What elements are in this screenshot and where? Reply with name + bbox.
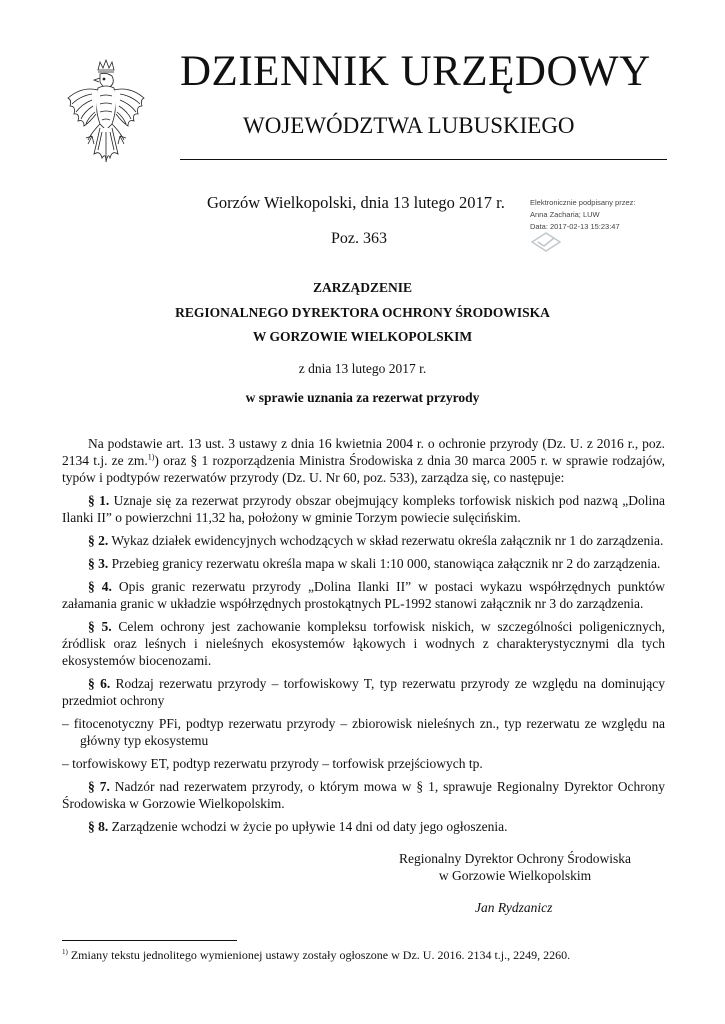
signer-block — [395, 850, 635, 884]
paragraph-2-text: Wykaz działek ewidencyjnych wchodzących w skład rezerwatu określa załącznik nr 1 do zarządzenia. — [108, 533, 664, 548]
signature-label: Elektronicznie podpisany przez: — [530, 198, 636, 207]
preamble-text-a: Na podstawie art. 13 ust. 3 ustawy z dnia 16 kwietnia 2004 r. o ochronie przyrody (Dz. U. z 2016 r., poz. 2134 t.j. ze zm. — [62, 436, 665, 468]
signature-signer: Anna Zacharia; LUW — [530, 210, 600, 219]
paragraph-8-text: Zarządzenie wchodzi w życie po upływie 14 dni od daty jego ogłoszenia. — [108, 819, 508, 834]
masthead-subtitle: WOJEWÓDZTWA LUBUSKIEGO — [243, 113, 575, 138]
footnote-marker: 1) — [62, 948, 68, 956]
preamble-text-b: ) oraz § 1 rozporządzenia Ministra Środowiska z dnia 30 marca 2005 r. w sprawie rodzajów, typów i podtypów rezerwatów przyrody (Dz. U. Nr 60, poz. 533), zarządza się, co następuje: — [62, 453, 665, 485]
footnote-reference: 1) — [147, 452, 155, 462]
preamble — [62, 435, 665, 486]
document-body — [62, 435, 665, 835]
paragraph-1-text: Uznaje się za rezerwat przyrody obszar obejmujący kompleks torfowisk niskich pod nazwą „Dolina Ilanki II” o powierzchni 11,32 ha, położony w gminie Torzym powiecie sulęcińskim. — [62, 493, 665, 525]
act-type: ZARZĄDZENIE — [312, 280, 413, 295]
issuer-line: REGIONALNEGO DYREKTORA OCHRONY ŚRODOWISKA — [175, 305, 550, 320]
paragraph-3-text: Przebieg granicy rezerwatu określa mapa w skali 1:10 000, stanowiąca załącznik nr 2 do zarządzenia. — [108, 556, 661, 571]
paragraph-3 — [62, 555, 665, 572]
act-date: z dnia 13 lutego 2017 r. — [298, 361, 427, 376]
footnote — [62, 948, 570, 963]
masthead-divider — [180, 159, 667, 160]
paragraph-7-text: Nadzór nad rezerwatem przyrody, o którym mowa w § 1, sprawuje Regionalny Dyrektor Ochrony Środowiska w Gorzowie Wielkopolskim. — [62, 779, 665, 811]
footnote-text: Zmiany tekstu jednolitego wymienionej ustawy zostały ogłoszone w Dz. U. 2016. 2134 t.j., 2249, 2260. — [67, 948, 571, 962]
act-subject: w sprawie uznania za rezerwat przyrody — [245, 390, 480, 405]
paragraph-2-label: § 2. — [88, 533, 109, 548]
paragraph-8-label: § 8. — [88, 819, 109, 834]
signature-verified-icon — [528, 230, 564, 254]
signer-office: w Gorzowie Wielkopolskim — [438, 868, 592, 883]
paragraph-4-text: Opis granic rezerwatu przyrody „Dolina Ilanki II” w postaci wykazu współrzędnych punktów załamania granic w układzie współrzędnych prostokątnych PL-1992 stanowi załącznik nr 3 do zarządzenia. — [62, 579, 665, 611]
list-item: – fitocenotyczny PFi, podtyp rezerwatu przyrody – zbiorowisk nieleśnych zn., typ rezerwatu ze względu na główny typ ekosystemu — [62, 716, 665, 748]
masthead-title: DZIENNIK URZĘDOWY — [180, 48, 651, 95]
paragraph-6 — [62, 675, 665, 709]
paragraph-6-label: § 6. — [88, 676, 111, 691]
polish-eagle-emblem-icon — [62, 58, 150, 168]
paragraph-6-text: Rodzaj rezerwatu przyrody – torfowiskowy T, typ rezerwatu przyrody ze względu na dominujący przedmiot ochrony — [62, 676, 665, 708]
paragraph-1-label: § 1. — [88, 493, 110, 508]
position-number: Poz. 363 — [331, 230, 387, 247]
paragraph-7-label: § 7. — [88, 779, 110, 794]
electronic-signature-block — [530, 197, 635, 233]
footnote-divider — [62, 940, 237, 941]
paragraph-4 — [62, 578, 665, 612]
paragraph-1 — [62, 492, 665, 526]
issuer-city-line: W GORZOWIE WIELKOPOLSKIM — [252, 329, 473, 344]
paragraph-8 — [62, 818, 665, 835]
paragraph-4-label: § 4. — [88, 579, 112, 594]
place-date: Gorzów Wielkopolski, dnia 13 lutego 2017 r. — [207, 193, 505, 212]
signature-date: Data: 2017-02-13 15:23:47 — [530, 222, 620, 231]
paragraph-2 — [62, 532, 665, 549]
signer-title: Regionalny Dyrektor Ochrony Środowiska — [398, 851, 632, 866]
paragraph-5-label: § 5. — [88, 619, 112, 634]
paragraph-3-label: § 3. — [88, 556, 109, 571]
paragraph-5-text: Celem ochrony jest zachowanie kompleksu torfowisk niskich, w szczególności poligenicznych, źródlisk oraz leśnych i nieleśnych ekosystemów łąkowych i wodnych z charakterystycznymi dla tych ekosystemów biocenozami. — [62, 619, 665, 668]
signer-name: Jan Rydzanicz — [475, 900, 553, 915]
paragraph-5 — [62, 618, 665, 669]
list-item: – torfowiskowy ET, podtyp rezerwatu przyrody – torfowisk przejściowych tp. — [62, 756, 483, 771]
paragraph-7 — [62, 778, 665, 812]
